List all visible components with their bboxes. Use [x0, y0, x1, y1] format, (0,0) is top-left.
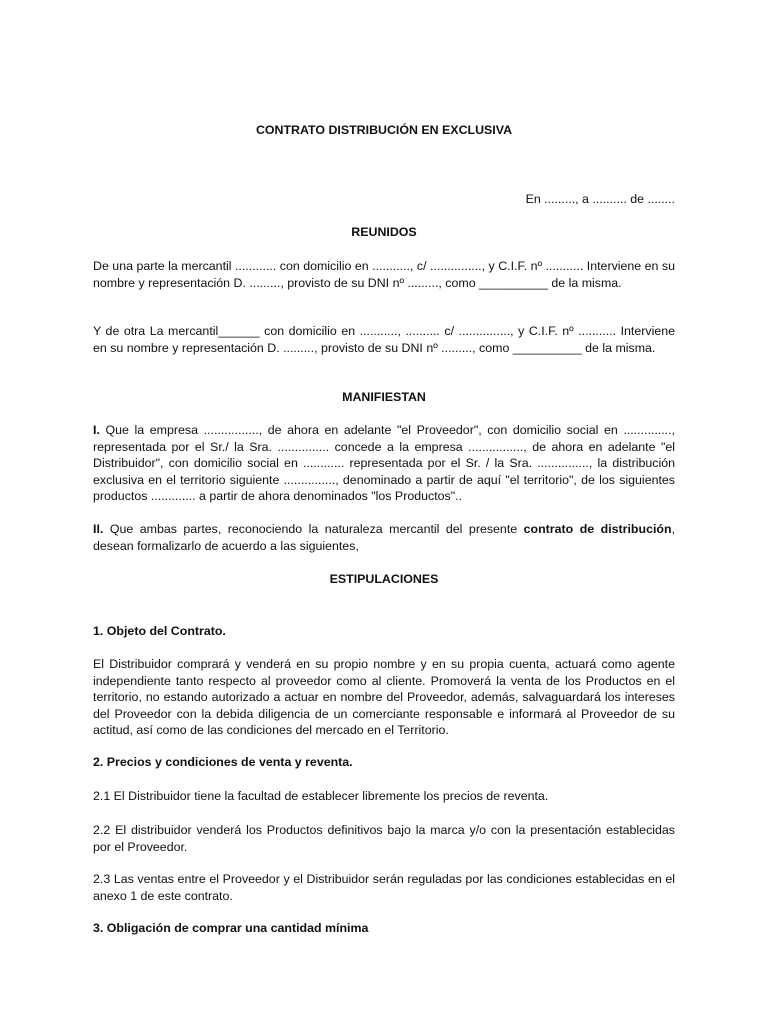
manifiestan-ii-text-b: , desean formalizarlo de acuerdo a las siguientes, [93, 522, 675, 553]
manifiestan-paragraph-ii [93, 521, 675, 554]
clause-2-3: 2.3 Las ventas entre el Proveedor y el Distribuidor serán reguladas por las condiciones establecidas en el anexo 1 de este contrato. [93, 872, 675, 903]
manifiestan-ii-text-a: Que ambas partes, reconociendo la naturaleza mercantil del presente [103, 522, 524, 536]
manifiestan-i-text: Que la empresa ................, de ahora en adelante "el Proveedor", con domicilio social en .............., representada por el Sr./ la Sra. ............... concede a la empresa ................, de ahora en adelante "el Distribuidor", con domicilio social en ............ representada por el Sr. / la Sra. ..............., la distribución exclusiva en el territorio siguiente ..............., denominado a partir de aquí "el territorio", de los siguientes productos ............. a partir de ahora denominados "los Productos".. [93, 423, 675, 504]
place-date-line: En ........., a .......... de ........ [525, 192, 675, 206]
document-title: CONTRATO DISTRIBUCIÓN EN EXCLUSIVA [255, 123, 513, 137]
clause-2-1: 2.1 El Distribuidor tiene la facultad de establecer libremente los precios de reventa. [93, 789, 549, 803]
manifiestan-ii-label: II. [93, 522, 104, 536]
manifiestan-paragraph-i [93, 422, 675, 505]
heading-reunidos: REUNIDOS [351, 225, 417, 239]
clause-1-text: El Distribuidor comprará y venderá en su propio nombre y en su propia cuenta, actuará como agente independiente tanto respecto al proveedor como al cliente. Promoverá la venta de los Productos en el territorio, no estando autorizado a actuar en nombre del Proveedor, además, salvaguardará los intereses del Proveedor con la debida diligencia de un comerciante responsable e informará al Proveedor de su actitud, así como de las condiciones del mercado en el Territorio. [93, 657, 675, 738]
reunidos-paragraph-1: De una parte la mercantil ............ con domicilio en ..........., c/ ..............., y C.I.F. nº ........... Interviene en su nombre y representación D. ........., provisto de su DNI nº ........., como __________ de la misma. [93, 259, 675, 290]
heading-manifiestan: MANIFIESTAN [342, 390, 426, 404]
clause-2-title: 2. Precios y condiciones de venta y reventa. [93, 755, 353, 769]
reunidos-paragraph-2: Y de otra La mercantil______ con domicilio en ..........., .......... c/ ..............., y C.I.F. nº ........... Interviene en su nombre y representación D. ........., provisto de su DNI nº ........., como __________ de la misma. [93, 324, 675, 355]
clause-1-title: 1. Objeto del Contrato. [93, 624, 226, 638]
heading-estipulaciones: ESTIPULACIONES [329, 572, 439, 586]
clause-2-2: 2.2 El distribuidor venderá los Productos definitivos bajo la marca y/o con la presentación establecidas por el Proveedor. [93, 823, 675, 854]
manifiestan-i-label: I. [93, 423, 100, 437]
manifiestan-ii-bold: contrato de distribución [523, 522, 672, 536]
clause-3-title: 3. Obligación de comprar una cantidad mínima [93, 921, 369, 935]
